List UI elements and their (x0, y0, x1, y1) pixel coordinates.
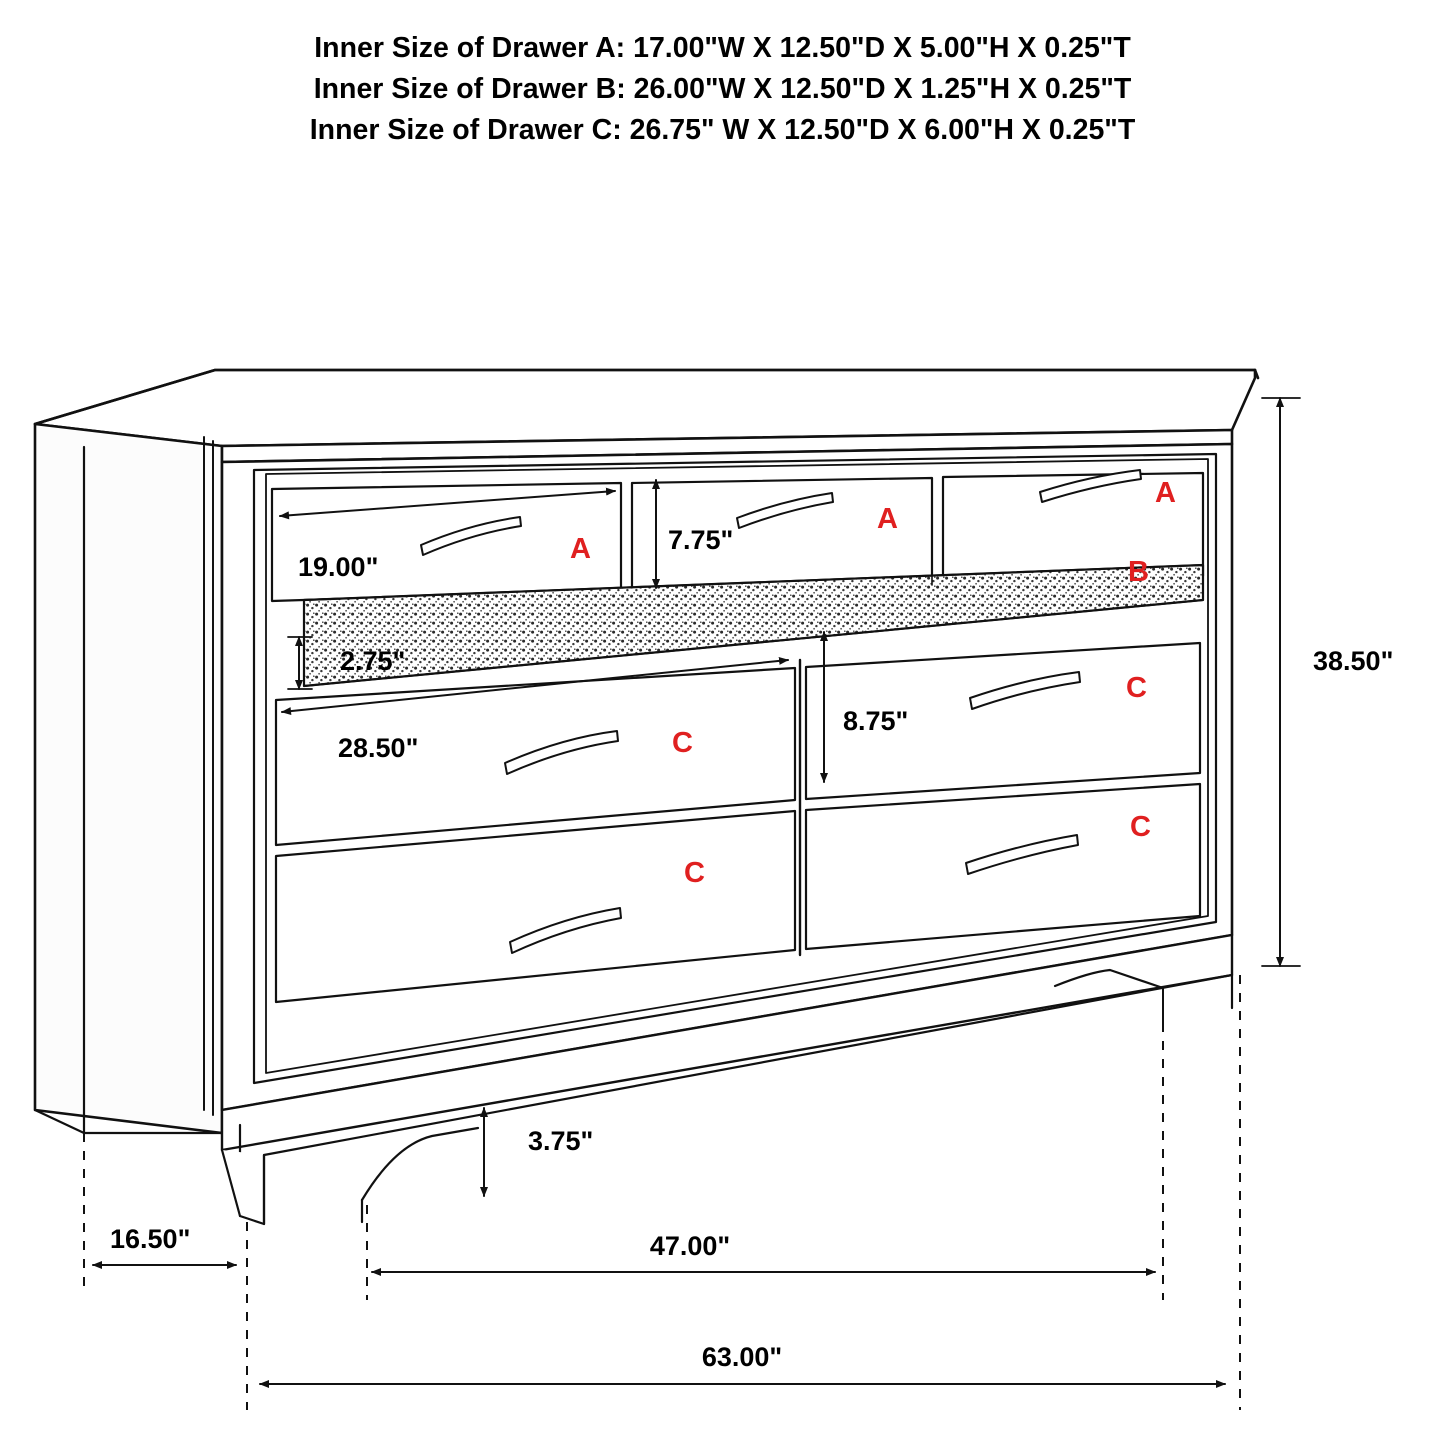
dim-label-drawer-a-width: 19.00" (298, 552, 379, 582)
drawer-label-a3: A (1155, 477, 1176, 509)
drawer-label-b1: B (1128, 556, 1149, 588)
dim-label-total-height: 38.50" (1313, 646, 1394, 676)
dim-label-drawer-b-height: 2.75" (340, 646, 406, 676)
drawer-label-c1: C (1126, 672, 1147, 704)
dim-label-drawer-c-height: 8.75" (843, 706, 909, 736)
drawer-label-a1: A (570, 533, 591, 565)
spec-line-drawer-a: Inner Size of Drawer A: 17.00"W X 12.50"D X 5.00"H X 0.25"T (314, 32, 1131, 64)
dim-label-drawer-c-width: 28.50" (338, 733, 419, 763)
dim-label-total-width: 63.00" (701, 1342, 783, 1372)
spec-line-drawer-b: Inner Size of Drawer B: 26.00"W X 12.50"D X 1.25"H X 0.25"T (313, 73, 1132, 105)
dim-label-drawer-a-height: 7.75" (668, 525, 734, 555)
dim-label-inner-width: 47.00" (649, 1231, 731, 1261)
dim-label-base-height: 3.75" (528, 1126, 594, 1156)
drawer-label-c2: C (672, 727, 693, 759)
drawer-label-c4: C (684, 857, 705, 889)
drawer-label-a2: A (877, 503, 898, 535)
spec-line-drawer-c: Inner Size of Drawer C: 26.75" W X 12.50"D X 6.00"H X 0.25"T (309, 114, 1136, 146)
dim-label-depth: 16.50" (110, 1224, 191, 1254)
drawer-label-c3: C (1130, 811, 1151, 843)
